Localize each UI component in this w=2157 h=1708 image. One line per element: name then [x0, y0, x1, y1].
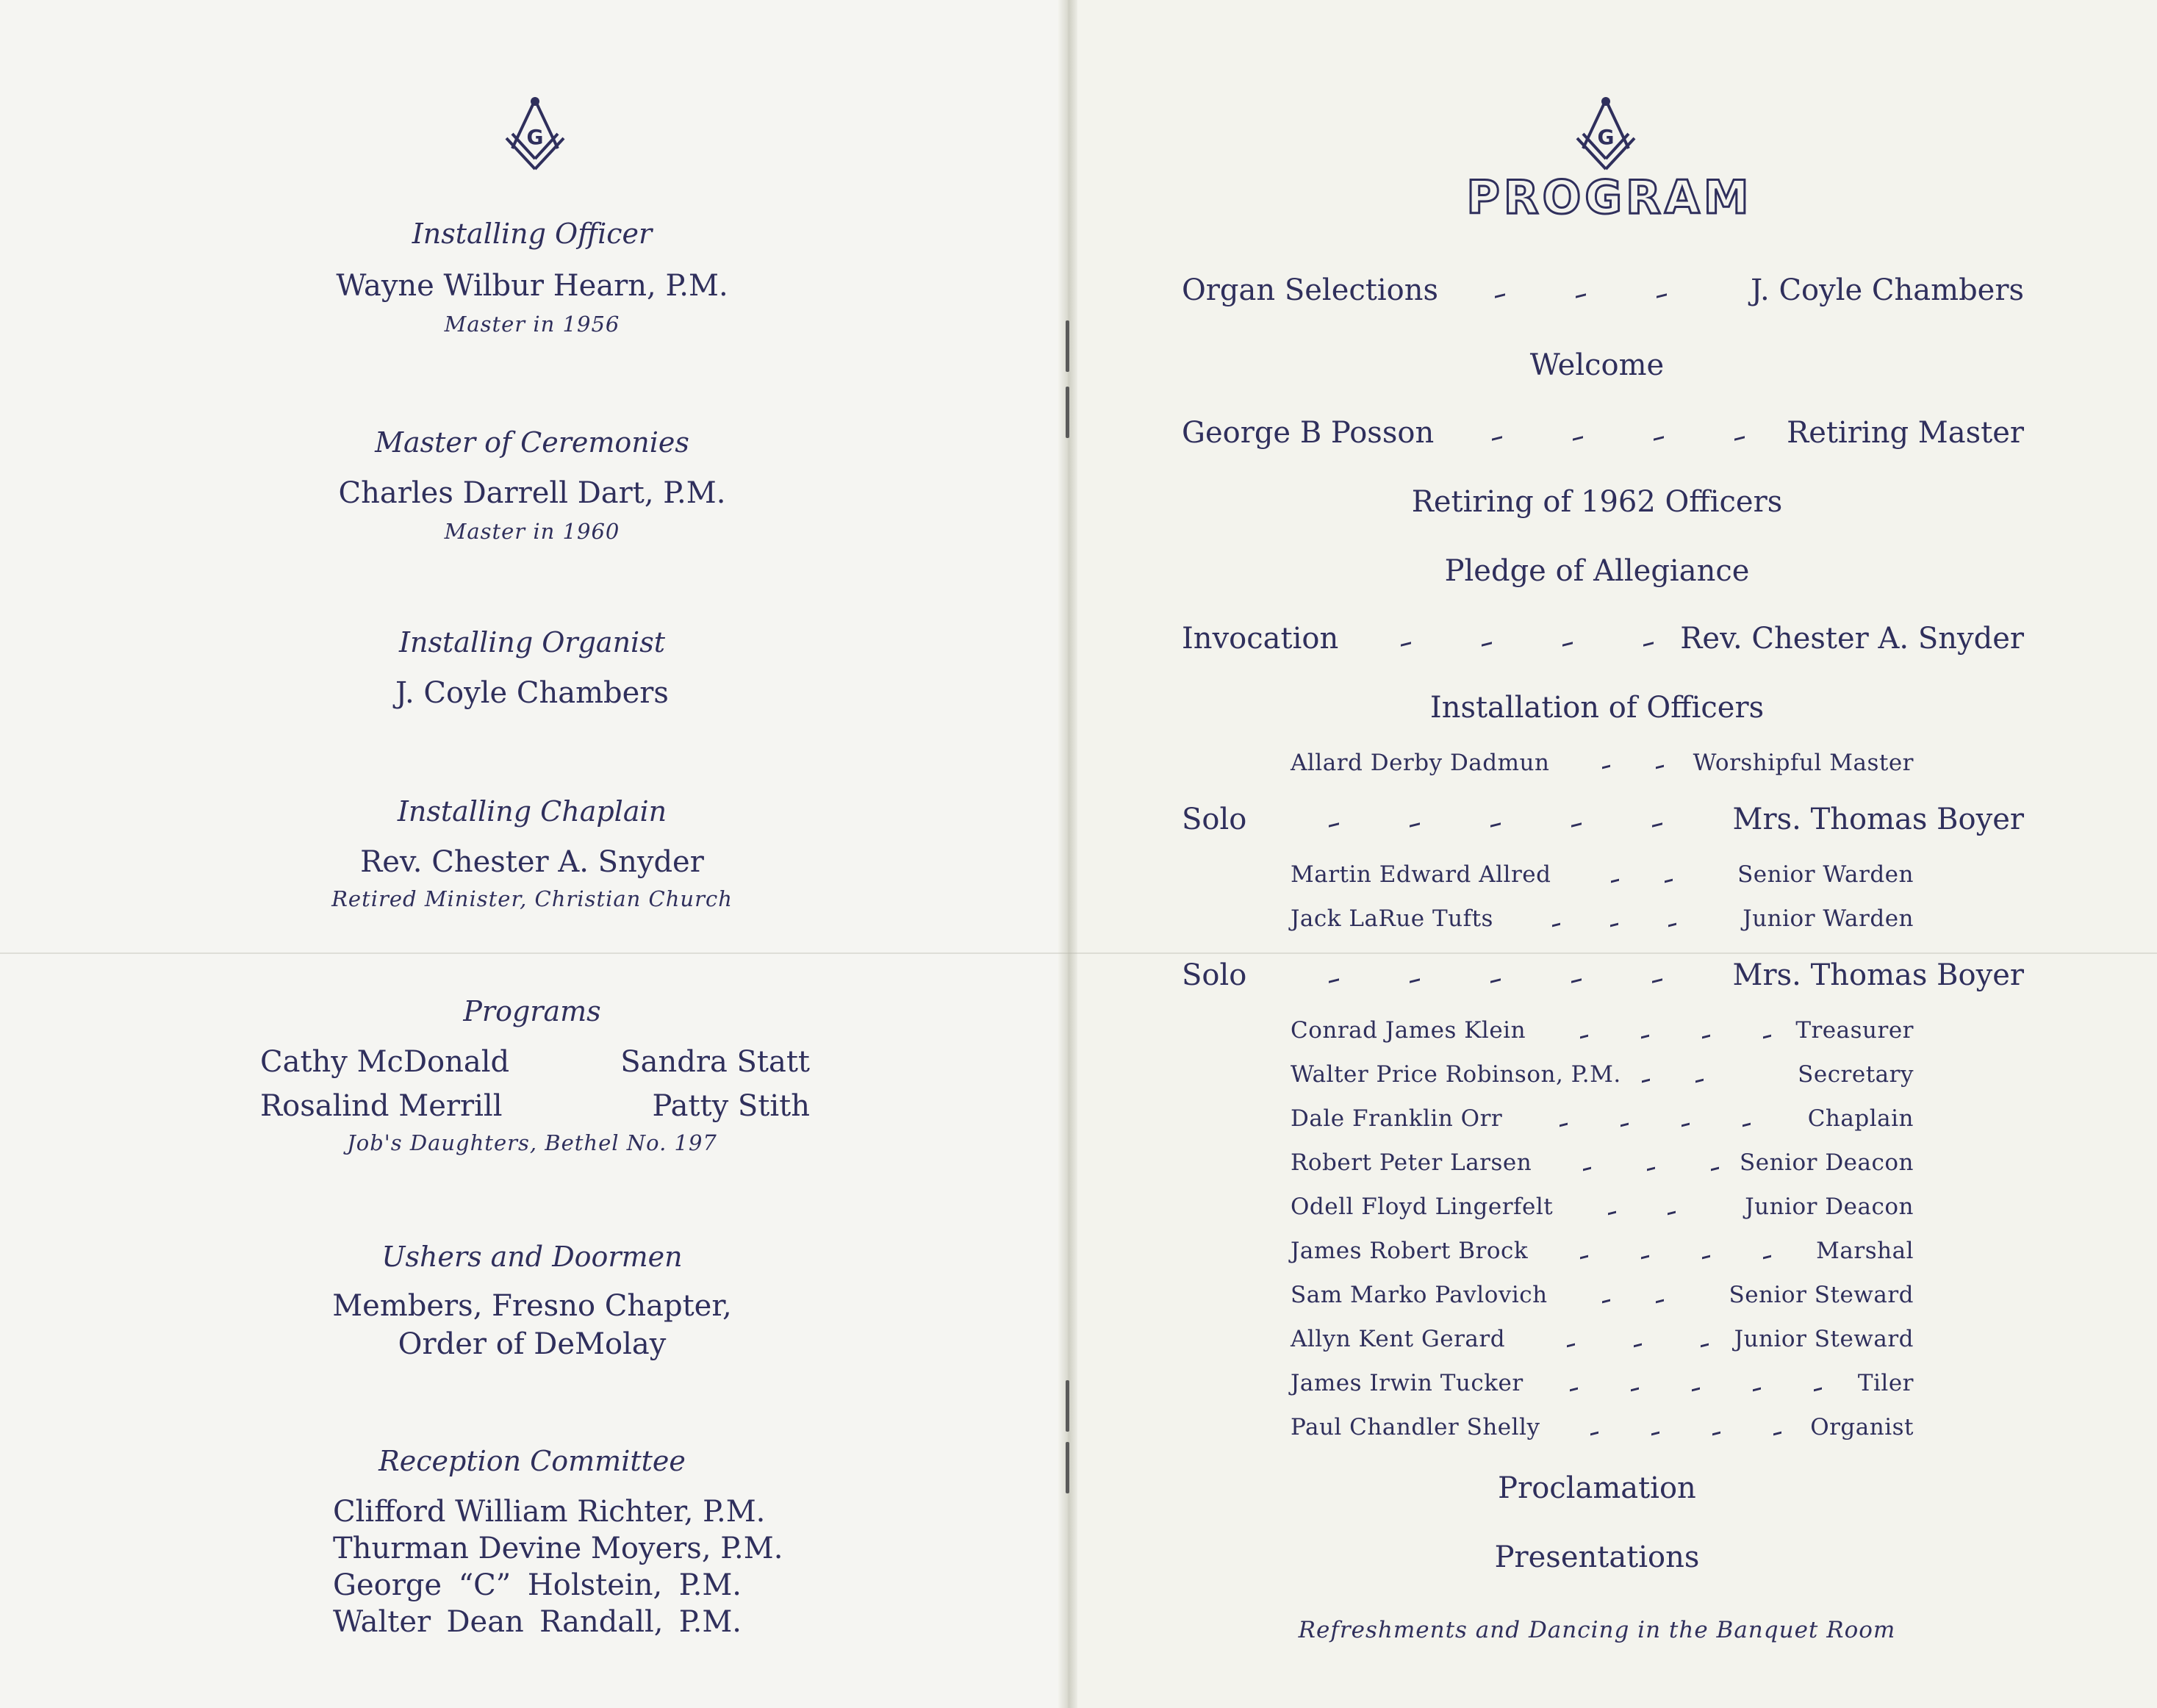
master-of-ceremonies-heading: Master of Ceremonies: [375, 426, 689, 459]
reception-member: Walter Dean Randall, P.M.: [333, 1605, 742, 1639]
program-presentations: Presentations: [1494, 1540, 1700, 1574]
officer-role: Junior Steward: [1734, 1326, 1914, 1352]
installing-officer-note: Master in 1956: [444, 312, 620, 337]
programs-name: Sandra Statt: [620, 1045, 810, 1079]
officer-name: Walter Price Robinson, P.M.: [1291, 1061, 1621, 1088]
officer-role: Marshal: [1816, 1238, 1914, 1264]
officer-name: Odell Floyd Lingerfelt: [1291, 1194, 1554, 1220]
program-title: PROGRAM: [1466, 171, 1753, 224]
program-proclamation: Proclamation: [1498, 1471, 1696, 1505]
emblem-letter: G: [1597, 125, 1615, 149]
right-page: [1072, 0, 2157, 1708]
installing-chaplain-note: Retired Minister, Christian Church: [331, 886, 733, 911]
installing-officer-heading: Installing Officer: [412, 218, 653, 250]
officer-role: Treasurer: [1795, 1017, 1914, 1044]
program-retiring: Retiring of 1962 Officers: [1411, 485, 1783, 519]
reception-member: Clifford William Richter, P.M.: [333, 1495, 766, 1529]
officer-role: Senior Deacon: [1740, 1149, 1914, 1176]
program-item-label: Organ Selections: [1182, 273, 1439, 307]
square-and-compasses-icon: [502, 96, 568, 172]
installing-organist-heading: Installing Organist: [399, 626, 665, 659]
officer-name: Martin Edward Allred: [1291, 861, 1551, 888]
officer-role: Tiler: [1857, 1370, 1914, 1396]
installing-organist-name: J. Coyle Chambers: [395, 676, 669, 710]
officer-role: Senior Warden: [1737, 861, 1914, 888]
officer-role: Worshipful Master: [1693, 750, 1914, 776]
officer-name: Robert Peter Larsen: [1291, 1149, 1532, 1176]
program-item-label: George B Posson: [1182, 416, 1435, 450]
installing-officer-name: Wayne Wilbur Hearn, P.M.: [336, 269, 728, 303]
officer-name: James Robert Brock: [1291, 1238, 1529, 1264]
officer-name: Allard Derby Dadmun: [1291, 750, 1550, 776]
master-of-ceremonies-name: Charles Darrell Dart, P.M.: [338, 476, 726, 510]
program-item-role: Retiring Master: [1787, 416, 2024, 450]
ushers-line: Order of DeMolay: [398, 1327, 667, 1361]
program-installation: Installation of Officers: [1429, 691, 1765, 725]
emblem-letter: G: [526, 125, 544, 149]
officer-role: Secretary: [1798, 1061, 1914, 1088]
staple: [1064, 320, 1071, 372]
officer-name: Paul Chandler Shelly: [1291, 1414, 1540, 1440]
ushers-heading: Ushers and Doormen: [381, 1241, 683, 1273]
officer-name: James Irwin Tucker: [1291, 1370, 1523, 1396]
reception-member: George “C” Holstein, P.M.: [333, 1568, 742, 1602]
master-of-ceremonies-note: Master in 1960: [444, 519, 620, 544]
programs-name: Patty Stith: [652, 1089, 810, 1123]
officer-role: Junior Warden: [1743, 905, 1914, 932]
programs-heading: Programs: [463, 995, 601, 1027]
program-item-performer: Mrs. Thomas Boyer: [1732, 803, 2024, 836]
ushers-line: Members, Fresno Chapter,: [332, 1289, 732, 1323]
officer-name: Jack LaRue Tufts: [1291, 905, 1493, 932]
closing-note: Refreshments and Dancing in the Banquet Room: [1298, 1617, 1896, 1643]
program-item-performer: Mrs. Thomas Boyer: [1732, 958, 2024, 992]
programs-name: Rosalind Merrill: [260, 1089, 503, 1123]
fold-crease: [0, 952, 2157, 954]
reception-heading: Reception Committee: [378, 1445, 686, 1477]
programs-name: Cathy McDonald: [260, 1045, 510, 1079]
program-welcome: Welcome: [1529, 348, 1665, 382]
staple: [1064, 1380, 1071, 1432]
program-item-label: Solo: [1182, 958, 1247, 992]
staple: [1064, 387, 1071, 438]
program-item-performer: Rev. Chester A. Snyder: [1680, 622, 2024, 656]
officer-role: Senior Steward: [1729, 1282, 1914, 1308]
officer-role: Junior Deacon: [1745, 1194, 1914, 1220]
program-item-performer: J. Coyle Chambers: [1751, 273, 2024, 307]
installing-chaplain-heading: Installing Chaplain: [397, 795, 667, 828]
staple: [1064, 1442, 1071, 1493]
officer-name: Dale Franklin Orr: [1291, 1105, 1503, 1132]
programs-note: Job's Daughters, Bethel No. 197: [347, 1130, 717, 1155]
program-pledge: Pledge of Allegiance: [1444, 554, 1750, 588]
officer-name: Conrad James Klein: [1291, 1017, 1526, 1044]
officer-name: Allyn Kent Gerard: [1291, 1326, 1506, 1352]
installing-chaplain-name: Rev. Chester A. Snyder: [360, 845, 704, 879]
officer-role: Organist: [1810, 1414, 1914, 1440]
reception-member: Thurman Devine Moyers, P.M.: [333, 1532, 783, 1565]
officer-role: Chaplain: [1807, 1105, 1914, 1132]
square-and-compasses-icon: [1573, 96, 1639, 172]
program-item-label: Invocation: [1182, 622, 1339, 656]
officer-name: Sam Marko Pavlovich: [1291, 1282, 1548, 1308]
program-item-label: Solo: [1182, 803, 1247, 836]
